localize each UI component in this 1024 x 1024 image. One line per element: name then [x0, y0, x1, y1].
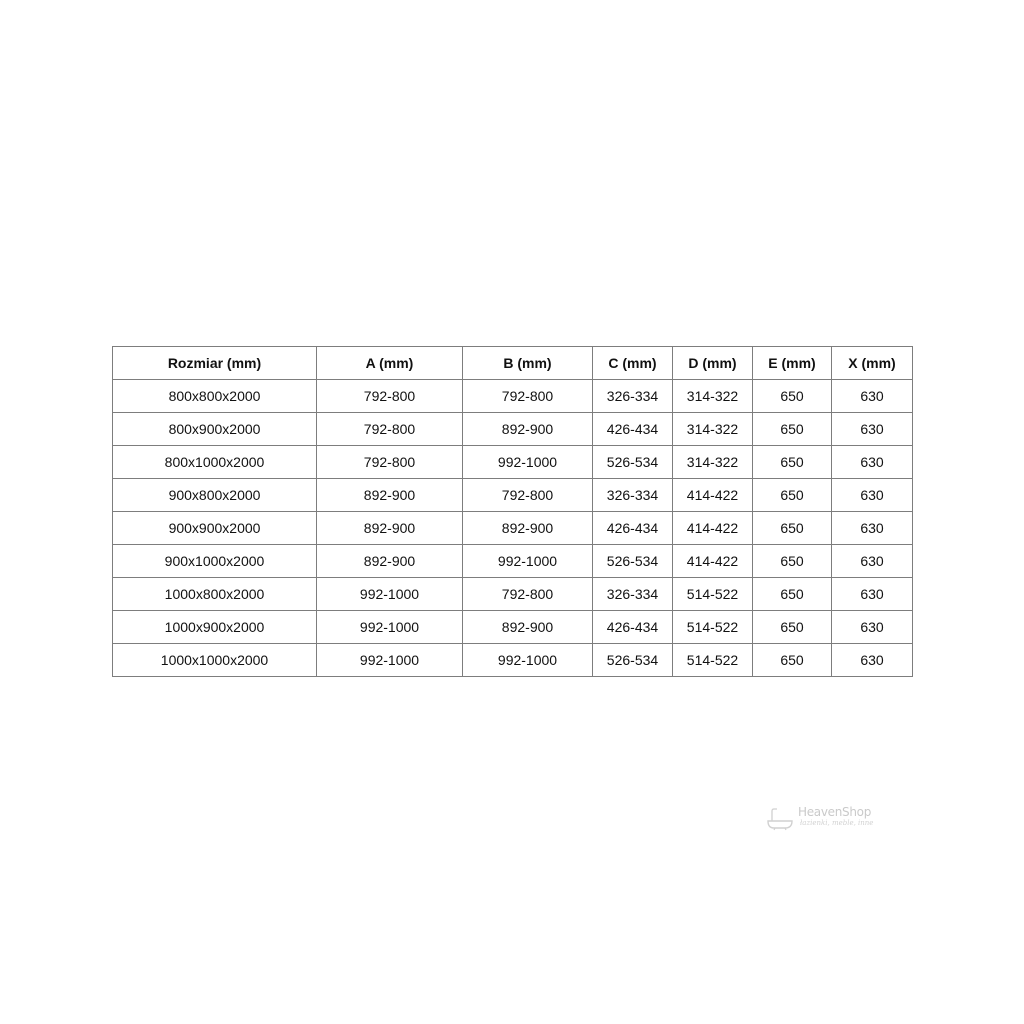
- cell-a: 992-1000: [317, 644, 463, 677]
- header-rozmiar: Rozmiar (mm): [113, 347, 317, 380]
- cell-b: 992-1000: [463, 545, 593, 578]
- cell-e: 650: [753, 380, 832, 413]
- cell-a: 992-1000: [317, 611, 463, 644]
- cell-b: 992-1000: [463, 644, 593, 677]
- cell-a: 792-800: [317, 413, 463, 446]
- table-row: [113, 644, 913, 677]
- header-e: E (mm): [753, 347, 832, 380]
- watermark-brand: HeavenShop: [798, 805, 872, 819]
- cell-c: 426-434: [593, 611, 673, 644]
- header-c: C (mm): [593, 347, 673, 380]
- cell-b: 792-800: [463, 380, 593, 413]
- cell-c: 526-534: [593, 446, 673, 479]
- header-d: D (mm): [673, 347, 753, 380]
- table-row: [113, 380, 913, 413]
- cell-c: 326-334: [593, 578, 673, 611]
- cell-c: 326-334: [593, 380, 673, 413]
- table-header-row: [113, 347, 913, 380]
- cell-e: 650: [753, 545, 832, 578]
- cell-e: 650: [753, 611, 832, 644]
- cell-x: 630: [832, 413, 913, 446]
- cell-e: 650: [753, 413, 832, 446]
- cell-rozmiar: 900x900x2000: [113, 512, 317, 545]
- cell-c: 526-534: [593, 545, 673, 578]
- cell-c: 526-534: [593, 644, 673, 677]
- cell-d: 314-322: [673, 413, 753, 446]
- cell-b: 992-1000: [463, 446, 593, 479]
- cell-x: 630: [832, 380, 913, 413]
- cell-rozmiar: 800x800x2000: [113, 380, 317, 413]
- table-row: [113, 512, 913, 545]
- cell-x: 630: [832, 545, 913, 578]
- header-b: B (mm): [463, 347, 593, 380]
- cell-c: 426-434: [593, 413, 673, 446]
- table-row: [113, 611, 913, 644]
- cell-d: 414-422: [673, 479, 753, 512]
- cell-b: 892-900: [463, 413, 593, 446]
- dimensions-table: [112, 346, 913, 677]
- cell-e: 650: [753, 644, 832, 677]
- cell-d: 514-522: [673, 644, 753, 677]
- cell-e: 650: [753, 512, 832, 545]
- cell-d: 514-522: [673, 611, 753, 644]
- cell-a: 892-900: [317, 479, 463, 512]
- heavenshop-watermark: [766, 805, 876, 831]
- cell-x: 630: [832, 578, 913, 611]
- cell-rozmiar: 1000x1000x2000: [113, 644, 317, 677]
- cell-rozmiar: 900x1000x2000: [113, 545, 317, 578]
- watermark-tagline: łazienki, meble, inne: [800, 819, 874, 827]
- table-row: [113, 446, 913, 479]
- cell-rozmiar: 1000x900x2000: [113, 611, 317, 644]
- cell-b: 792-800: [463, 578, 593, 611]
- cell-x: 630: [832, 446, 913, 479]
- cell-d: 414-422: [673, 545, 753, 578]
- table-row: [113, 413, 913, 446]
- cell-a: 992-1000: [317, 578, 463, 611]
- table-row: [113, 545, 913, 578]
- table-row: [113, 578, 913, 611]
- header-x: X (mm): [832, 347, 913, 380]
- bathtub-logo-icon: [766, 807, 796, 831]
- cell-e: 650: [753, 479, 832, 512]
- table-row: [113, 479, 913, 512]
- cell-e: 650: [753, 446, 832, 479]
- cell-a: 792-800: [317, 380, 463, 413]
- cell-e: 650: [753, 578, 832, 611]
- cell-b: 892-900: [463, 611, 593, 644]
- cell-b: 892-900: [463, 512, 593, 545]
- cell-d: 314-322: [673, 446, 753, 479]
- cell-a: 892-900: [317, 545, 463, 578]
- cell-x: 630: [832, 512, 913, 545]
- cell-x: 630: [832, 644, 913, 677]
- cell-b: 792-800: [463, 479, 593, 512]
- cell-a: 792-800: [317, 446, 463, 479]
- cell-rozmiar: 800x900x2000: [113, 413, 317, 446]
- dimensions-table-container: [112, 346, 912, 677]
- cell-d: 314-322: [673, 380, 753, 413]
- cell-a: 892-900: [317, 512, 463, 545]
- cell-d: 514-522: [673, 578, 753, 611]
- cell-rozmiar: 1000x800x2000: [113, 578, 317, 611]
- cell-rozmiar: 900x800x2000: [113, 479, 317, 512]
- cell-c: 426-434: [593, 512, 673, 545]
- cell-x: 630: [832, 611, 913, 644]
- cell-d: 414-422: [673, 512, 753, 545]
- cell-x: 630: [832, 479, 913, 512]
- cell-c: 326-334: [593, 479, 673, 512]
- header-a: A (mm): [317, 347, 463, 380]
- cell-rozmiar: 800x1000x2000: [113, 446, 317, 479]
